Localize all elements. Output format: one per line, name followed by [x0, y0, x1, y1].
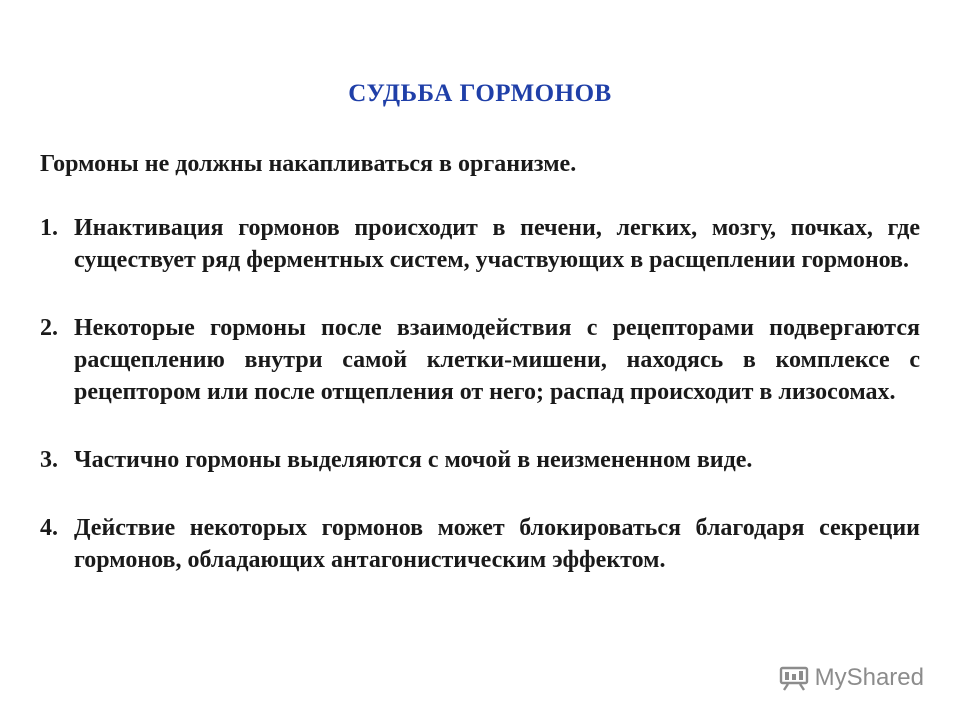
intro-paragraph: Гормоны не должны накапливаться в организме.	[40, 151, 577, 177]
list-item-text: Инактивация гормонов происходит в печени, легких, мозгу, почках, где существует ряд ферментных систем, участвующих в расщеплении гормонов.	[74, 215, 920, 273]
presentation-board-icon	[779, 665, 809, 691]
list-item-number: 4.	[40, 515, 58, 541]
watermark-text: MyShared	[814, 664, 924, 691]
numbered-list	[40, 212, 920, 612]
list-item-number: 3.	[40, 447, 58, 473]
list-item	[40, 444, 920, 476]
list-item	[40, 312, 920, 408]
list-item-number: 2.	[40, 315, 58, 341]
list-item-text: Некоторые гормоны после взаимодействия с рецепторами подвергаются расщеплению внутри самой клетки-мишени, находясь в комплексе с рецептором или после отщепления от него; распад происходит в лизосомах.	[74, 315, 920, 405]
list-item-number: 1.	[40, 215, 58, 241]
myshared-watermark	[779, 664, 924, 692]
list-item	[40, 512, 920, 576]
list-item-text: Частично гормоны выделяются с мочой в неизмененном виде.	[74, 447, 753, 473]
list-item	[40, 212, 920, 276]
slide-title: СУДЬБА ГОРМОНОВ	[348, 80, 612, 107]
list-item-text: Действие некоторых гормонов может блокироваться благодаря секреции гормонов, обладающих антагонистическим эффектом.	[74, 515, 920, 573]
